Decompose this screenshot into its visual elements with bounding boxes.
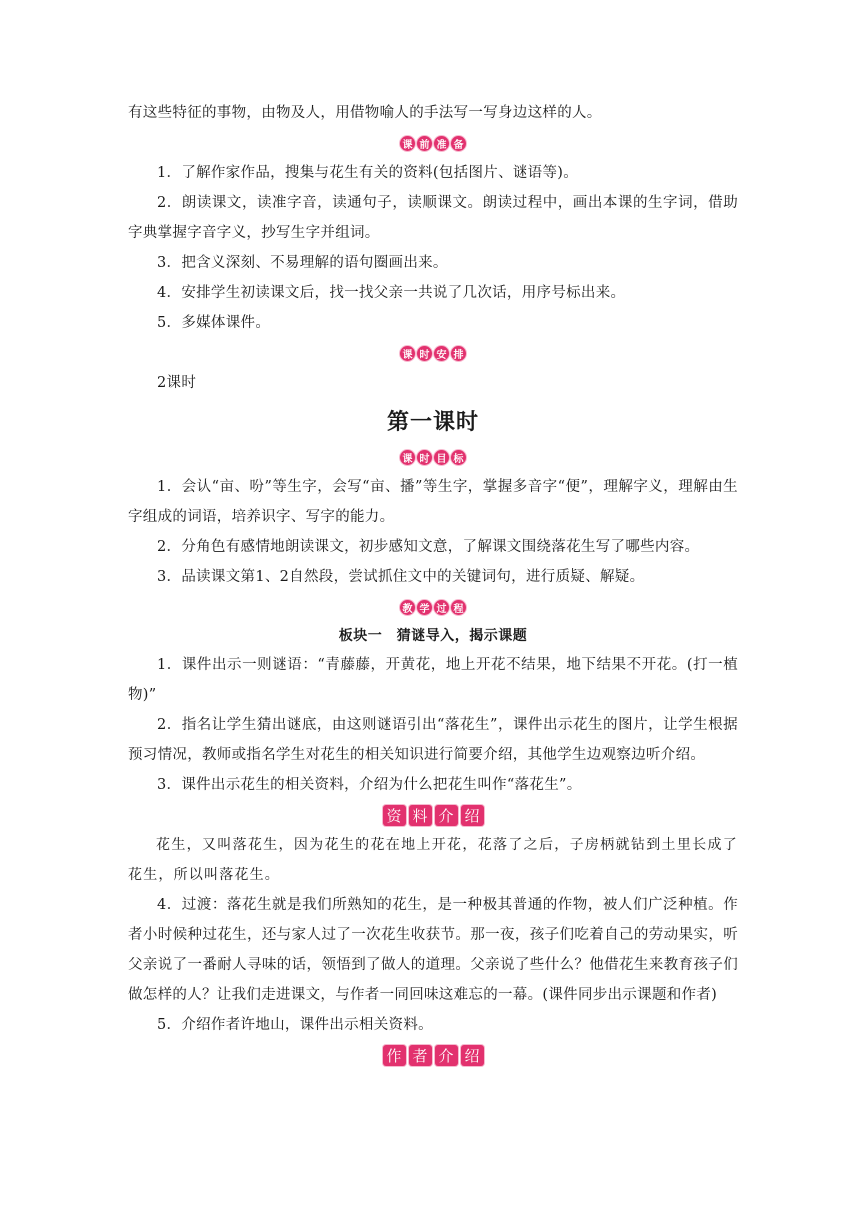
badge-char: 绍 [461, 805, 484, 826]
prep-badge-row [128, 128, 738, 158]
process-item-3: 3．课件出示花生的相关资料，介绍为什么把花生叫作“落花生”。 [157, 777, 582, 793]
schedule-badge [400, 346, 466, 361]
lesson-title: 第一课时 [386, 409, 479, 435]
author-badge-row [128, 1040, 738, 1070]
info-text: 花生，又叫落花生，因为花生的花在地上开花，花落了之后，子房柄就钻到土里长成了花生，所以叫落花生。 [128, 837, 738, 883]
badge-char: 课 [400, 450, 415, 465]
badge-char: 者 [409, 1045, 432, 1066]
prep-badge [400, 136, 466, 151]
badge-char: 绍 [461, 1045, 484, 1066]
badge-char: 时 [417, 450, 432, 465]
badge-char: 准 [434, 136, 449, 151]
badge-char: 教 [400, 600, 415, 615]
prep-item-2: 2．朗读课文，读准字音，读通句子，读顺课文。朗读过程中，画出本课的生字词，借助字典掌握字音字义，抄写生字并组词。 [128, 195, 738, 241]
badge-char: 料 [409, 805, 432, 826]
schedule-text: 2课时 [157, 375, 197, 391]
goal-item-1: 1．会认“亩、吩”等生字，会写“亩、播”等生字，掌握多音字“便”，理解字义，理解由生字组成的词语，培养识字、写字的能力。 [128, 479, 738, 525]
badge-char: 课 [400, 136, 415, 151]
badge-char: 时 [417, 346, 432, 361]
process-item-2: 2．指名让学生猜出谜底，由这则谜语引出“落花生”，课件出示花生的图片，让学生根据预习情况，教师或指名学生对花生的相关知识进行简要介绍，其他学生边观察边听介绍。 [128, 717, 738, 763]
section-heading: 板块一 猜谜导入，揭示课题 [338, 628, 528, 644]
goal-item-2: 2．分角色有感情地朗读课文，初步感知文意，了解课文围绕落花生写了哪些内容。 [157, 539, 700, 555]
prep-item-4: 4．安排学生初读课文后，找一找父亲一共说了几次话，用序号标出来。 [157, 285, 626, 301]
badge-char: 学 [417, 600, 432, 615]
badge-char: 介 [435, 1045, 458, 1066]
process-item-5: 5．介绍作者许地山，课件出示相关资料。 [157, 1017, 433, 1033]
lesson-title-row [128, 398, 738, 442]
badge-char: 程 [451, 600, 466, 615]
badge-char: 安 [434, 346, 449, 361]
info-badge-row [128, 800, 738, 830]
prep-item-3: 3．把含义深刻、不易理解的语句圈画出来。 [157, 255, 448, 271]
prep-item-5: 5．多媒体课件。 [157, 315, 271, 331]
process-badge-row [128, 592, 738, 622]
schedule-badge-row [128, 338, 738, 368]
badge-char: 备 [451, 136, 466, 151]
badge-char: 资 [383, 805, 406, 826]
badge-char: 介 [435, 805, 458, 826]
process-item-1: 1．课件出示一则谜语：“青藤藤，开黄花，地上开花不结果，地下结果不开花。(打一植物)” [128, 657, 738, 703]
badge-char: 标 [451, 450, 466, 465]
info-badge [383, 805, 484, 826]
author-badge [383, 1045, 484, 1066]
badge-char: 前 [417, 136, 432, 151]
goal-item-3: 3．品读课文第1、2自然段，尝试抓住文中的关键词句，进行质疑、解疑。 [157, 569, 645, 585]
badge-char: 目 [434, 450, 449, 465]
goals-badge [400, 450, 466, 465]
prep-item-1: 1．了解作家作品，搜集与花生有关的资料(包括图片、谜语等)。 [157, 165, 579, 181]
process-badge [400, 600, 466, 615]
badge-char: 过 [434, 600, 449, 615]
process-item-4: 4．过渡：落花生就是我们所熟知的花生，是一种极其普通的作物，被人们广泛种植。作者小时候种过花生，还与家人过了一次花生收获节。那一夜，孩子们吃着自己的劳动果实，听父亲说了一番耐人寻味的话，领悟到了做人的道理。父亲说了些什么？他借花生来教育孩子们做怎样的人？让我们走进课文，与作者一同回味这难忘的一幕。(课件同步出示课题和作者) [128, 897, 738, 1003]
goals-badge-row [128, 442, 738, 472]
badge-char: 作 [383, 1045, 406, 1066]
badge-char: 排 [451, 346, 466, 361]
badge-char: 课 [400, 346, 415, 361]
intro-line: 有这些特征的事物，由物及人，用借物喻人的手法写一写身边这样的人。 [128, 105, 602, 121]
